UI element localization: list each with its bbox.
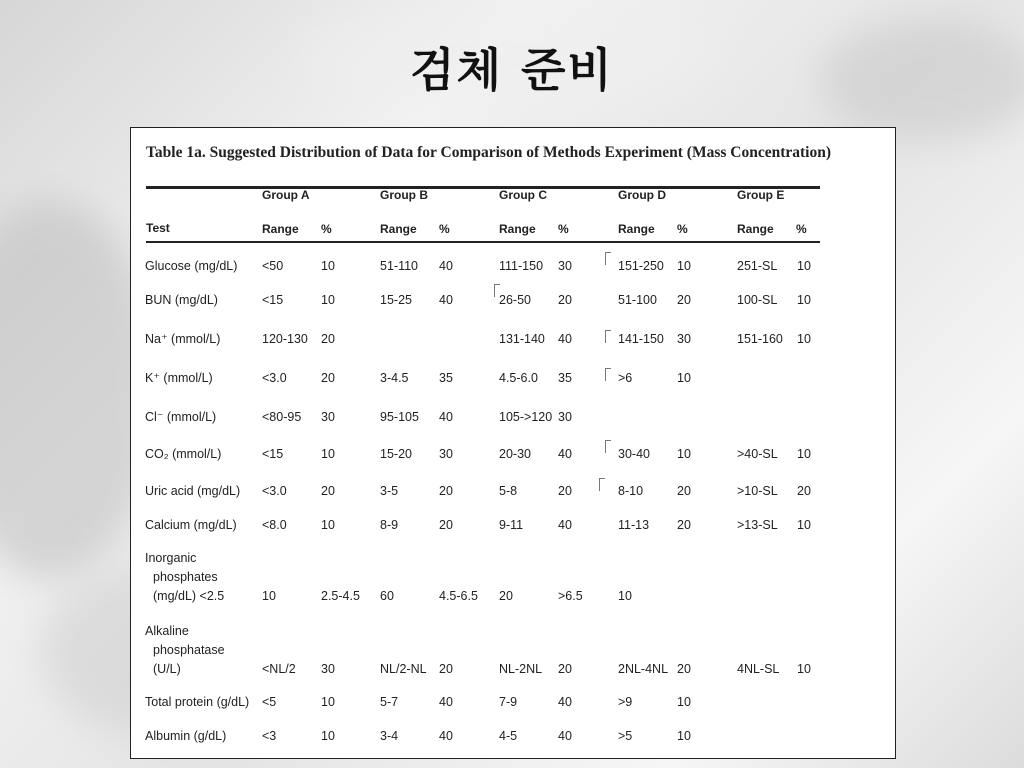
table-cell: >40-SL bbox=[737, 447, 778, 461]
table-cell: 3-4.5 bbox=[380, 371, 409, 385]
table-cell: 11-13 bbox=[618, 518, 650, 532]
table-cell: 40 bbox=[439, 410, 453, 424]
table-cell: >5 bbox=[618, 729, 633, 743]
table-cell: 4-5 bbox=[499, 729, 518, 743]
test-column-header: Test bbox=[146, 221, 170, 235]
table-cell: 20 bbox=[558, 662, 572, 676]
test-name: Albumin (g/dL) bbox=[145, 729, 227, 743]
table-cell: 100-SL bbox=[737, 293, 778, 307]
table-cell: 10 bbox=[797, 293, 811, 307]
table-cell: 10 bbox=[797, 259, 811, 273]
table-cell: 10 bbox=[677, 447, 691, 461]
table-cell: 20-30 bbox=[499, 447, 531, 461]
table-cell: NL/2-NL bbox=[380, 662, 427, 676]
table-cell: 51-110 bbox=[380, 259, 418, 273]
table-cell: 20 bbox=[558, 293, 572, 307]
table-cell: <NL/2 bbox=[262, 662, 296, 676]
table-cell: 131-140 bbox=[499, 332, 545, 346]
table-cell: >6.5 bbox=[558, 589, 583, 603]
table-cell: 9-11 bbox=[499, 518, 524, 532]
table-cell: 40 bbox=[439, 293, 453, 307]
table-cell: 10 bbox=[677, 371, 691, 385]
table-cell: 20 bbox=[321, 484, 335, 498]
group-header: Group E bbox=[737, 188, 785, 202]
table-cell: 20 bbox=[797, 484, 811, 498]
table-cell: >13-SL bbox=[737, 518, 778, 532]
scan-mark bbox=[605, 330, 611, 343]
table-cell: 35 bbox=[439, 371, 453, 385]
table-cell: 20 bbox=[677, 662, 691, 676]
table-cell: <8.0 bbox=[262, 518, 287, 532]
table-cell: 20 bbox=[677, 484, 691, 498]
range-header: Range bbox=[262, 222, 299, 236]
table-cell: 95-105 bbox=[380, 410, 419, 424]
table-cell: 30 bbox=[321, 662, 335, 676]
test-name: (U/L) bbox=[153, 662, 181, 676]
table-cell: 40 bbox=[558, 695, 572, 709]
test-name: Uric acid (mg/dL) bbox=[145, 484, 241, 498]
table-cell: 10 bbox=[797, 332, 811, 346]
group-header: Group C bbox=[499, 188, 547, 202]
test-name: CO₂ (mmol/L) bbox=[145, 447, 222, 461]
table-cell: 40 bbox=[439, 259, 453, 273]
table-cell: 10 bbox=[321, 447, 335, 461]
table-cell: 10 bbox=[262, 589, 276, 603]
percent-header: % bbox=[558, 222, 569, 236]
table-cell: 2.5-4.5 bbox=[321, 589, 360, 603]
table-cell: <3.0 bbox=[262, 484, 287, 498]
test-name: BUN (mg/dL) bbox=[145, 293, 218, 307]
table-cell: 10 bbox=[321, 729, 335, 743]
table-cell: 20 bbox=[499, 589, 513, 603]
percent-header: % bbox=[439, 222, 450, 236]
table-cell: 111-150 bbox=[499, 259, 544, 273]
table-cell: 2NL-4NL bbox=[618, 662, 669, 676]
group-header: Group D bbox=[618, 188, 666, 202]
table-cell: 141-150 bbox=[618, 332, 664, 346]
table-cell: 10 bbox=[618, 589, 632, 603]
table-cell: <50 bbox=[262, 259, 284, 273]
table-cell: <3.0 bbox=[262, 371, 287, 385]
table-cell: 10 bbox=[797, 662, 811, 676]
test-name: Calcium (mg/dL) bbox=[145, 518, 237, 532]
table-cell: 20 bbox=[321, 332, 335, 346]
table-caption: Table 1a. Suggested Distribution of Data for Comparison of Methods Experiment (Mass Concentration) bbox=[146, 144, 832, 161]
table-cell: <3 bbox=[262, 729, 277, 743]
table-cell: NL-2NL bbox=[499, 662, 543, 676]
table-cell: 26-50 bbox=[499, 293, 531, 307]
table-cell: 10 bbox=[321, 695, 335, 709]
test-name: K⁺ (mmol/L) bbox=[145, 371, 213, 385]
table-cell: 10 bbox=[677, 259, 691, 273]
table-cell: 30 bbox=[558, 259, 572, 273]
table-cell: 10 bbox=[797, 447, 811, 461]
table-cell: 35 bbox=[558, 371, 572, 385]
table-cell: >9 bbox=[618, 695, 633, 709]
table-cell: 20 bbox=[558, 484, 572, 498]
table-cell: 20 bbox=[677, 293, 691, 307]
range-header: Range bbox=[618, 222, 655, 236]
scan-mark bbox=[599, 478, 605, 491]
table-cell: 8-10 bbox=[618, 484, 644, 498]
table-cell: 10 bbox=[677, 695, 691, 709]
table-cell: 40 bbox=[439, 729, 453, 743]
table-cell: 4.5-6.5 bbox=[439, 589, 478, 603]
test-name: (mg/dL) <2.5 bbox=[153, 589, 225, 603]
test-name: phosphatase bbox=[153, 643, 225, 657]
table-cell: 5-7 bbox=[380, 695, 399, 709]
table-cell: >10-SL bbox=[737, 484, 778, 498]
group-header: Group B bbox=[380, 188, 428, 202]
table-cell: 30-40 bbox=[618, 447, 650, 461]
table-cell: 4NL-SL bbox=[737, 662, 780, 676]
table-top-rule bbox=[146, 186, 820, 189]
test-name: Alkaline bbox=[145, 624, 189, 638]
table-cell: 3-5 bbox=[380, 484, 399, 498]
scan-mark bbox=[605, 252, 611, 265]
table-cell: 40 bbox=[558, 332, 572, 346]
table-cell: 151-250 bbox=[618, 259, 664, 273]
table-cell: 30 bbox=[321, 410, 335, 424]
scanned-table-image bbox=[130, 127, 896, 759]
table-cell: 15-25 bbox=[380, 293, 412, 307]
table-cell: 10 bbox=[677, 729, 691, 743]
table-cell: 30 bbox=[677, 332, 691, 346]
table-cell: 20 bbox=[439, 518, 453, 532]
table-cell: 3-4 bbox=[380, 729, 399, 743]
table-header-rule bbox=[146, 241, 820, 243]
table-cell: <15 bbox=[262, 447, 284, 461]
range-header: Range bbox=[499, 222, 536, 236]
table-cell: 251-SL bbox=[737, 259, 778, 273]
range-header: Range bbox=[380, 222, 417, 236]
table-cell: 20 bbox=[677, 518, 691, 532]
scan-mark bbox=[605, 368, 611, 381]
group-header: Group A bbox=[262, 188, 310, 202]
test-name: Total protein (g/dL) bbox=[145, 695, 250, 709]
test-name: Inorganic bbox=[145, 551, 197, 565]
table-cell: 105->120 bbox=[499, 410, 553, 424]
table-cell: 7-9 bbox=[499, 695, 518, 709]
table-cell: 40 bbox=[558, 729, 572, 743]
table-cell: 20 bbox=[321, 371, 335, 385]
scan-mark bbox=[605, 440, 611, 453]
table-cell: 10 bbox=[321, 293, 335, 307]
range-header: Range bbox=[737, 222, 774, 236]
table-cell: 40 bbox=[558, 447, 572, 461]
table-cell: 151-160 bbox=[737, 332, 783, 346]
test-name: Cl⁻ (mmol/L) bbox=[145, 410, 217, 424]
table-cell: 4.5-6.0 bbox=[499, 371, 538, 385]
table-cell: >6 bbox=[618, 371, 633, 385]
table-cell: <80-95 bbox=[262, 410, 302, 424]
table-cell: 60 bbox=[380, 589, 394, 603]
percent-header: % bbox=[796, 222, 807, 236]
table-cell: 15-20 bbox=[380, 447, 412, 461]
percent-header: % bbox=[321, 222, 332, 236]
table-cell: 30 bbox=[558, 410, 572, 424]
table-cell: 8-9 bbox=[380, 518, 399, 532]
table-cell: 10 bbox=[797, 518, 811, 532]
table-cell: 5-8 bbox=[499, 484, 518, 498]
table-cell: <5 bbox=[262, 695, 277, 709]
table-cell: <15 bbox=[262, 293, 284, 307]
table-cell: 20 bbox=[439, 662, 453, 676]
table-cell: 120-130 bbox=[262, 332, 308, 346]
test-name: phosphates bbox=[153, 570, 218, 584]
table-cell: 40 bbox=[439, 695, 453, 709]
table-cell: 20 bbox=[439, 484, 453, 498]
table-cell: 10 bbox=[321, 518, 335, 532]
slide-title: 검체 준비 bbox=[410, 43, 614, 97]
test-name: Glucose (mg/dL) bbox=[145, 259, 238, 273]
table-cell: 30 bbox=[439, 447, 453, 461]
test-name: Na⁺ (mmol/L) bbox=[145, 332, 221, 346]
table-cell: 40 bbox=[558, 518, 572, 532]
table-cell: 51-100 bbox=[618, 293, 657, 307]
table-cell: 10 bbox=[321, 259, 335, 273]
percent-header: % bbox=[677, 222, 688, 236]
